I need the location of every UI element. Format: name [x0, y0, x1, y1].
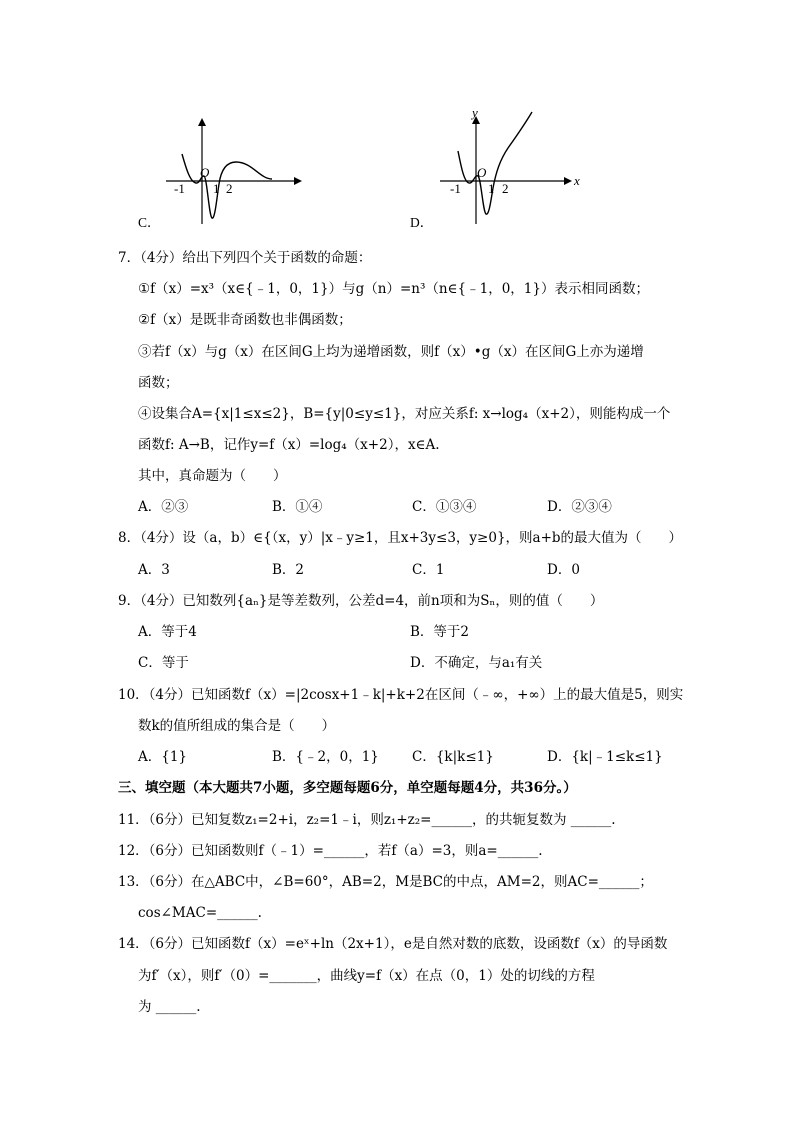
q7-option-c[interactable]: C．①③④ [412, 499, 477, 515]
q9-option-d[interactable]: D．不确定，与a₁有关 [410, 655, 543, 671]
q10-option-d[interactable]: D．{k|﹣1≤k≤1} [547, 749, 663, 765]
function-curve [458, 112, 532, 214]
graph-d-label: D． [410, 215, 434, 230]
q9-option-b[interactable]: B．等于2 [410, 624, 470, 640]
q7-ask: 其中，真命题为（ ） [138, 468, 287, 484]
q8-option-b[interactable]: B．2 [272, 562, 305, 578]
graph-c [160, 112, 310, 227]
section-3-title: 三、填空题（本大题共7小题，多空题每题6分，单空题每题4分，共36分。） [118, 780, 577, 796]
graph-c-label: C． [138, 215, 161, 230]
q14-line-2: 为f′（x），则f′（0）=_______，曲线y=f（x）在点（0，1）处的切线的方程 [138, 968, 595, 984]
q10-stem-cont: 数k的值所组成的集合是（ ） [138, 718, 336, 734]
q7-option-d[interactable]: D．②③④ [547, 499, 612, 515]
graph-c-neg-one: -1 [174, 181, 185, 196]
graph-d-y-label: y [472, 105, 478, 120]
q10-option-a[interactable]: A．{1} [138, 749, 188, 765]
q7-proposition-4-cont: 函数f: A→B，记作y=f（x）=log₄（x+2），x∈A. [138, 437, 440, 453]
q10-stem: 10．（4分）已知函数f（x）=|2cosx+1﹣k|+k+2在区间（﹣∞，+∞）上的最大值是5，则实 [118, 687, 684, 703]
q7-proposition-2: ②f（x）是既非奇函数也非偶函数； [138, 312, 352, 328]
q11-text: 11．（6分）已知复数z₁=2+i，z₂=1﹣i，则z₁+z₂=______，的共轭复数为 ______. [118, 812, 616, 828]
graph-c-tick-two: 2 [226, 181, 233, 196]
q14-line-3: 为 ______. [138, 999, 201, 1015]
q7-proposition-1: ①f（x）=x³（x∈{﹣1，0，1}）与g（n）=n³（n∈{﹣1，0，1}）表示相同函数； [138, 281, 649, 297]
q10-option-b[interactable]: B．{﹣2，0，1} [272, 749, 379, 765]
q8-option-d[interactable]: D．0 [547, 562, 580, 578]
graph-d-origin: O [477, 165, 487, 180]
graph-d [436, 104, 586, 226]
q13-line-1: 13．（6分）在△ABC中，∠B=60°，AB=2，M是BC的中点，AM=2，则AC=______； [118, 874, 653, 890]
graph-d-neg-one: -1 [450, 181, 461, 196]
q7-proposition-3: ③若f（x）与g（x）在区间G上均为递增函数，则f（x）•g（x）在区间G上亦为递增 [138, 344, 644, 360]
q7-option-b[interactable]: B．①④ [272, 499, 323, 515]
x-axis-arrow [294, 177, 302, 185]
graph-d-tick-two: 2 [502, 181, 509, 196]
q8-option-a[interactable]: A．3 [138, 562, 170, 578]
q9-stem: 9．（4分）已知数列{aₙ}是等差数列，公差d=4，前n项和为Sₙ，则的值（ ） [118, 593, 604, 609]
y-axis-arrow [198, 118, 206, 126]
q7-proposition-3-cont: 函数； [138, 375, 179, 391]
q13-line-2: cos∠MAC=______. [138, 905, 262, 921]
q7-proposition-4: ④设集合A={x|1≤x≤2}，B={y|0≤y≤1}，对应关系f: x→log₄（x+2），则能构成一个 [138, 406, 671, 422]
q7-option-a[interactable]: A．②③ [138, 499, 189, 515]
q9-option-a[interactable]: A．等于4 [138, 624, 197, 640]
q8-option-c[interactable]: C．1 [412, 562, 445, 578]
q8-stem: 8．（4分）设（a，b）∈{（x，y）|x﹣y≥1，且x+3y≤3，y≥0}，则a+b的最大值为（ ） [118, 530, 683, 546]
graph-c-origin: O [200, 165, 210, 180]
q10-option-c[interactable]: C．{k|k≤1} [412, 749, 494, 765]
q7-stem: 7．（4分）给出下列四个关于函数的命题： [118, 250, 372, 266]
q9-option-c[interactable]: C．等于 [138, 655, 189, 671]
graph-d-x-label: x [574, 173, 580, 188]
x-axis-arrow [564, 177, 572, 185]
graph-c-tick-one: 1 [213, 181, 220, 196]
graph-d-tick-one: 1 [488, 181, 495, 196]
q12-text: 12．（6分）已知函数则f（﹣1）=______，若f（a）=3，则a=______. [118, 843, 543, 859]
q14-line-1: 14．（6分）已知函数f（x）=eˣ+ln（2x+1），e是自然对数的底数，设函数f（x）的导函数 [118, 936, 668, 952]
